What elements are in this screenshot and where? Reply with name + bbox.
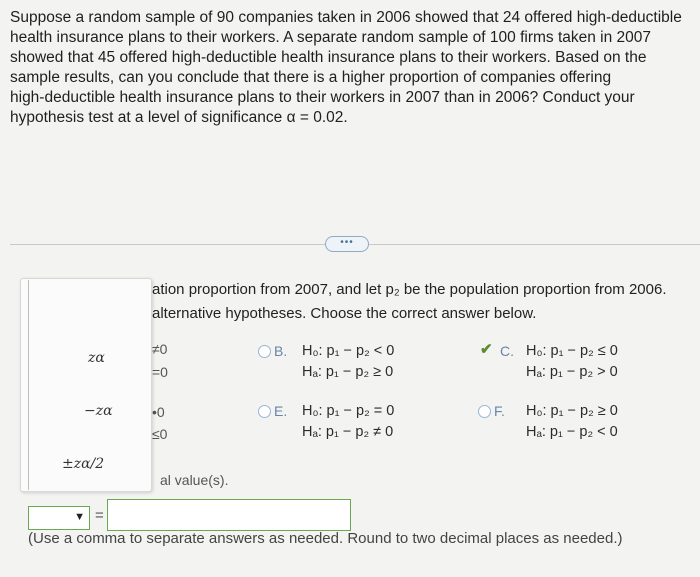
radio-option-b[interactable]: [258, 345, 271, 358]
question-line: high-deductible health insurance plans to their workers in 2007 than in 2006? Conduct your: [10, 89, 635, 106]
symbol-z-alpha[interactable]: zα: [88, 350, 105, 366]
hidden-option-fragment: =0: [152, 364, 168, 380]
option-b-null[interactable]: H₀: p₁ − p₂ < 0: [302, 343, 395, 359]
instruction-line-2: alternative hypotheses. Choose the correct answer below.: [152, 305, 537, 322]
radio-option-e[interactable]: [258, 405, 271, 418]
answer-instructions: (Use a comma to separate answers as needed. Round to two decimal places as needed.): [28, 530, 623, 547]
option-c-null[interactable]: H₀: p₁ − p₂ ≤ 0: [526, 343, 618, 359]
question-line: Suppose a random sample of 90 companies taken in 2006 showed that 24 offered high-deductible: [10, 9, 682, 26]
question-line: hypothesis test at a level of significance α = 0.02.: [10, 109, 348, 126]
hidden-option-fragment: ≠0: [152, 341, 168, 357]
question-text: [10, 8, 695, 128]
question-line: showed that 45 offered high-deductible health insurance plans to their workers. Based on the: [10, 49, 647, 66]
sign-dropdown[interactable]: [28, 506, 90, 530]
chevron-down-icon: ▼: [74, 511, 85, 523]
symbol-neg-z-alpha[interactable]: −zα: [84, 403, 113, 419]
symbol-pm-z-alpha-half[interactable]: ±zα/2: [62, 456, 105, 472]
option-b-letter: B.: [274, 343, 288, 359]
option-b-alt[interactable]: Hₐ: p₁ − p₂ ≥ 0: [302, 364, 394, 380]
equals-sign: =: [95, 507, 104, 524]
hidden-option-fragment: •0: [152, 404, 165, 420]
radio-option-f[interactable]: [478, 405, 491, 418]
expand-button[interactable]: •••: [325, 236, 369, 252]
option-f-alt[interactable]: Hₐ: p₁ − p₂ < 0: [526, 424, 618, 440]
instruction-line-1: ation proportion from 2007, and let p₂ be the population proportion from 2006.: [152, 281, 667, 298]
question-line: sample results, can you conclude that there is a higher proportion of companies offering: [10, 69, 612, 86]
hidden-option-fragment: ≤0: [152, 426, 168, 442]
checkmark-icon: ✔: [480, 341, 493, 358]
option-e-null[interactable]: H₀: p₁ − p₂ = 0: [302, 403, 395, 419]
critical-value-input[interactable]: [107, 499, 351, 531]
option-e-letter: E.: [274, 403, 288, 419]
popup-edge: [28, 280, 29, 490]
critical-value-label: al value(s).: [160, 472, 229, 488]
option-c-alt[interactable]: Hₐ: p₁ − p₂ > 0: [526, 364, 618, 380]
option-e-alt[interactable]: Hₐ: p₁ − p₂ ≠ 0: [302, 424, 394, 440]
question-line: health insurance plans to their workers. A separate random sample of 100 firms taken in 2007: [10, 29, 652, 46]
option-f-null[interactable]: H₀: p₁ − p₂ ≥ 0: [526, 403, 618, 419]
option-f-letter: F.: [494, 403, 505, 419]
option-c-letter: C.: [500, 343, 514, 359]
